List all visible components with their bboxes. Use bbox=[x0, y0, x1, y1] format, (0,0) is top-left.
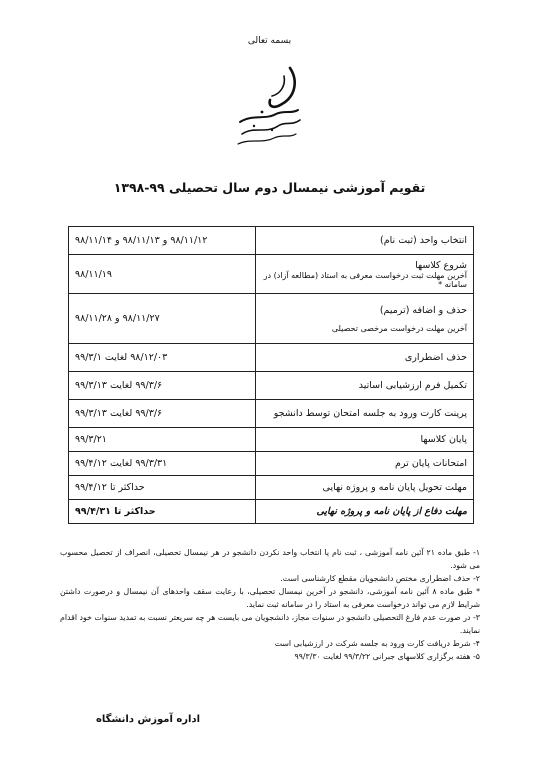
activity-cell: مهلت تحویل پایان نامه و پروژه نهایی bbox=[256, 476, 474, 500]
date-cell: ۹۸/۱۱/۱۹ bbox=[69, 255, 256, 294]
note-item: ۴- شرط دریافت کارت ورود به جلسه شرکت در ارزشیابی است bbox=[274, 639, 480, 648]
table-row bbox=[69, 400, 474, 428]
bismillah-heading: بسمه تعالی bbox=[247, 36, 292, 46]
university-logo bbox=[232, 64, 312, 154]
activity-cell: امتحانات پایان ترم bbox=[256, 452, 474, 476]
table-row bbox=[69, 428, 474, 452]
activity-cell: تکمیل فرم ارزشیابی اساتید bbox=[256, 372, 474, 400]
table-row bbox=[69, 227, 474, 255]
note-item: ۵- هفته برگزاری کلاسهای جبرانی ۹۹/۳/۲۲ لغایت ۹۹/۳/۳۰ bbox=[294, 652, 480, 661]
activity-cell bbox=[256, 255, 474, 294]
activity-label: حذف و اضافه (ترمیم) bbox=[379, 304, 467, 316]
table-row bbox=[69, 372, 474, 400]
page-title: تقویم آموزشی نیمسال دوم سال تحصیلی ۹۹-۱۳۹۸ bbox=[113, 180, 426, 195]
note-item: ۲- حذف اضطراری مختص دانشجویان مقطع کارشناسی است. bbox=[280, 574, 480, 583]
date-cell: ۹۹/۳/۶ لغایت ۹۹/۳/۱۳ bbox=[69, 372, 256, 400]
table-row bbox=[69, 294, 474, 344]
activity-sublabel: آخرین مهلت درخواست مرخصی تحصیلی bbox=[331, 323, 467, 333]
table-row bbox=[69, 476, 474, 500]
note-item: ۱- طبق ماده ۲۱ آئین نامه آموزشی ، ثبت نام یا انتخاب واحد نکردن دانشجو در هر نیمسال تحصیلی، انصراف از تحصیل محسوب می شود. bbox=[60, 548, 481, 570]
date-cell: ۹۸/۱۲/۰۳ لغایت ۹۹/۳/۱ bbox=[69, 344, 256, 372]
academic-calendar-table bbox=[68, 226, 474, 524]
date-cell: ۹۸/۱۱/۲۷ و ۹۸/۱۱/۲۸ bbox=[69, 294, 256, 344]
activity-cell: پرینت کارت ورود به جلسه امتحان توسط دانشجو bbox=[256, 400, 474, 428]
activity-cell: پایان کلاسها bbox=[256, 428, 474, 452]
date-cell: ۹۹/۳/۲۱ bbox=[69, 428, 256, 452]
note-item: * طبق ماده ۸ آئین نامه آموزشی، دانشجو در آخرین نیمسال تحصیلی، با رعایت سقف واحدهای آن نیمسال و درصورت داشتن شرایط لازم می تواند درخواست معرفی به استاد را در سامانه ثبت نماید. bbox=[60, 587, 480, 609]
table-row bbox=[69, 500, 474, 524]
activity-cell: مهلت دفاع از پایان نامه و پروژه نهایی bbox=[256, 500, 474, 524]
date-cell: حداکثر تا ۹۹/۴/۱۲ bbox=[69, 476, 256, 500]
activity-cell: انتخاب واحد (ثبت نام) bbox=[256, 227, 474, 255]
table-row bbox=[69, 255, 474, 294]
activity-sublabel: آخرین مهلت ثبت درخواست معرفی به استاد (مطالعه آزاد) در سامانه * bbox=[263, 270, 467, 289]
date-cell: ۹۹/۳/۶ لغایت ۹۹/۳/۱۳ bbox=[69, 400, 256, 428]
note-item: ۳- در صورت عدم فارغ التحصیلی دانشجو در سنوات مجاز، دانشجویان می بایست هر چه سریعتر نسبت به تمدید سنوات خود اقدام نمایند. bbox=[60, 613, 480, 635]
activity-cell: حذف اضطراری bbox=[256, 344, 474, 372]
signature: اداره آموزش دانشگاه bbox=[96, 714, 201, 725]
table-row bbox=[69, 344, 474, 372]
date-cell: حداکثر تا ۹۹/۴/۳۱ bbox=[69, 500, 256, 524]
notes-section bbox=[60, 546, 480, 663]
activity-label: شروع کلاسها bbox=[415, 259, 467, 271]
table-row bbox=[69, 452, 474, 476]
activity-cell bbox=[256, 294, 474, 344]
date-cell: ۹۸/۱۱/۱۲ و ۹۸/۱۱/۱۳ و ۹۸/۱۱/۱۴ bbox=[69, 227, 256, 255]
date-cell: ۹۹/۳/۳۱ لغایت ۹۹/۴/۱۲ bbox=[69, 452, 256, 476]
